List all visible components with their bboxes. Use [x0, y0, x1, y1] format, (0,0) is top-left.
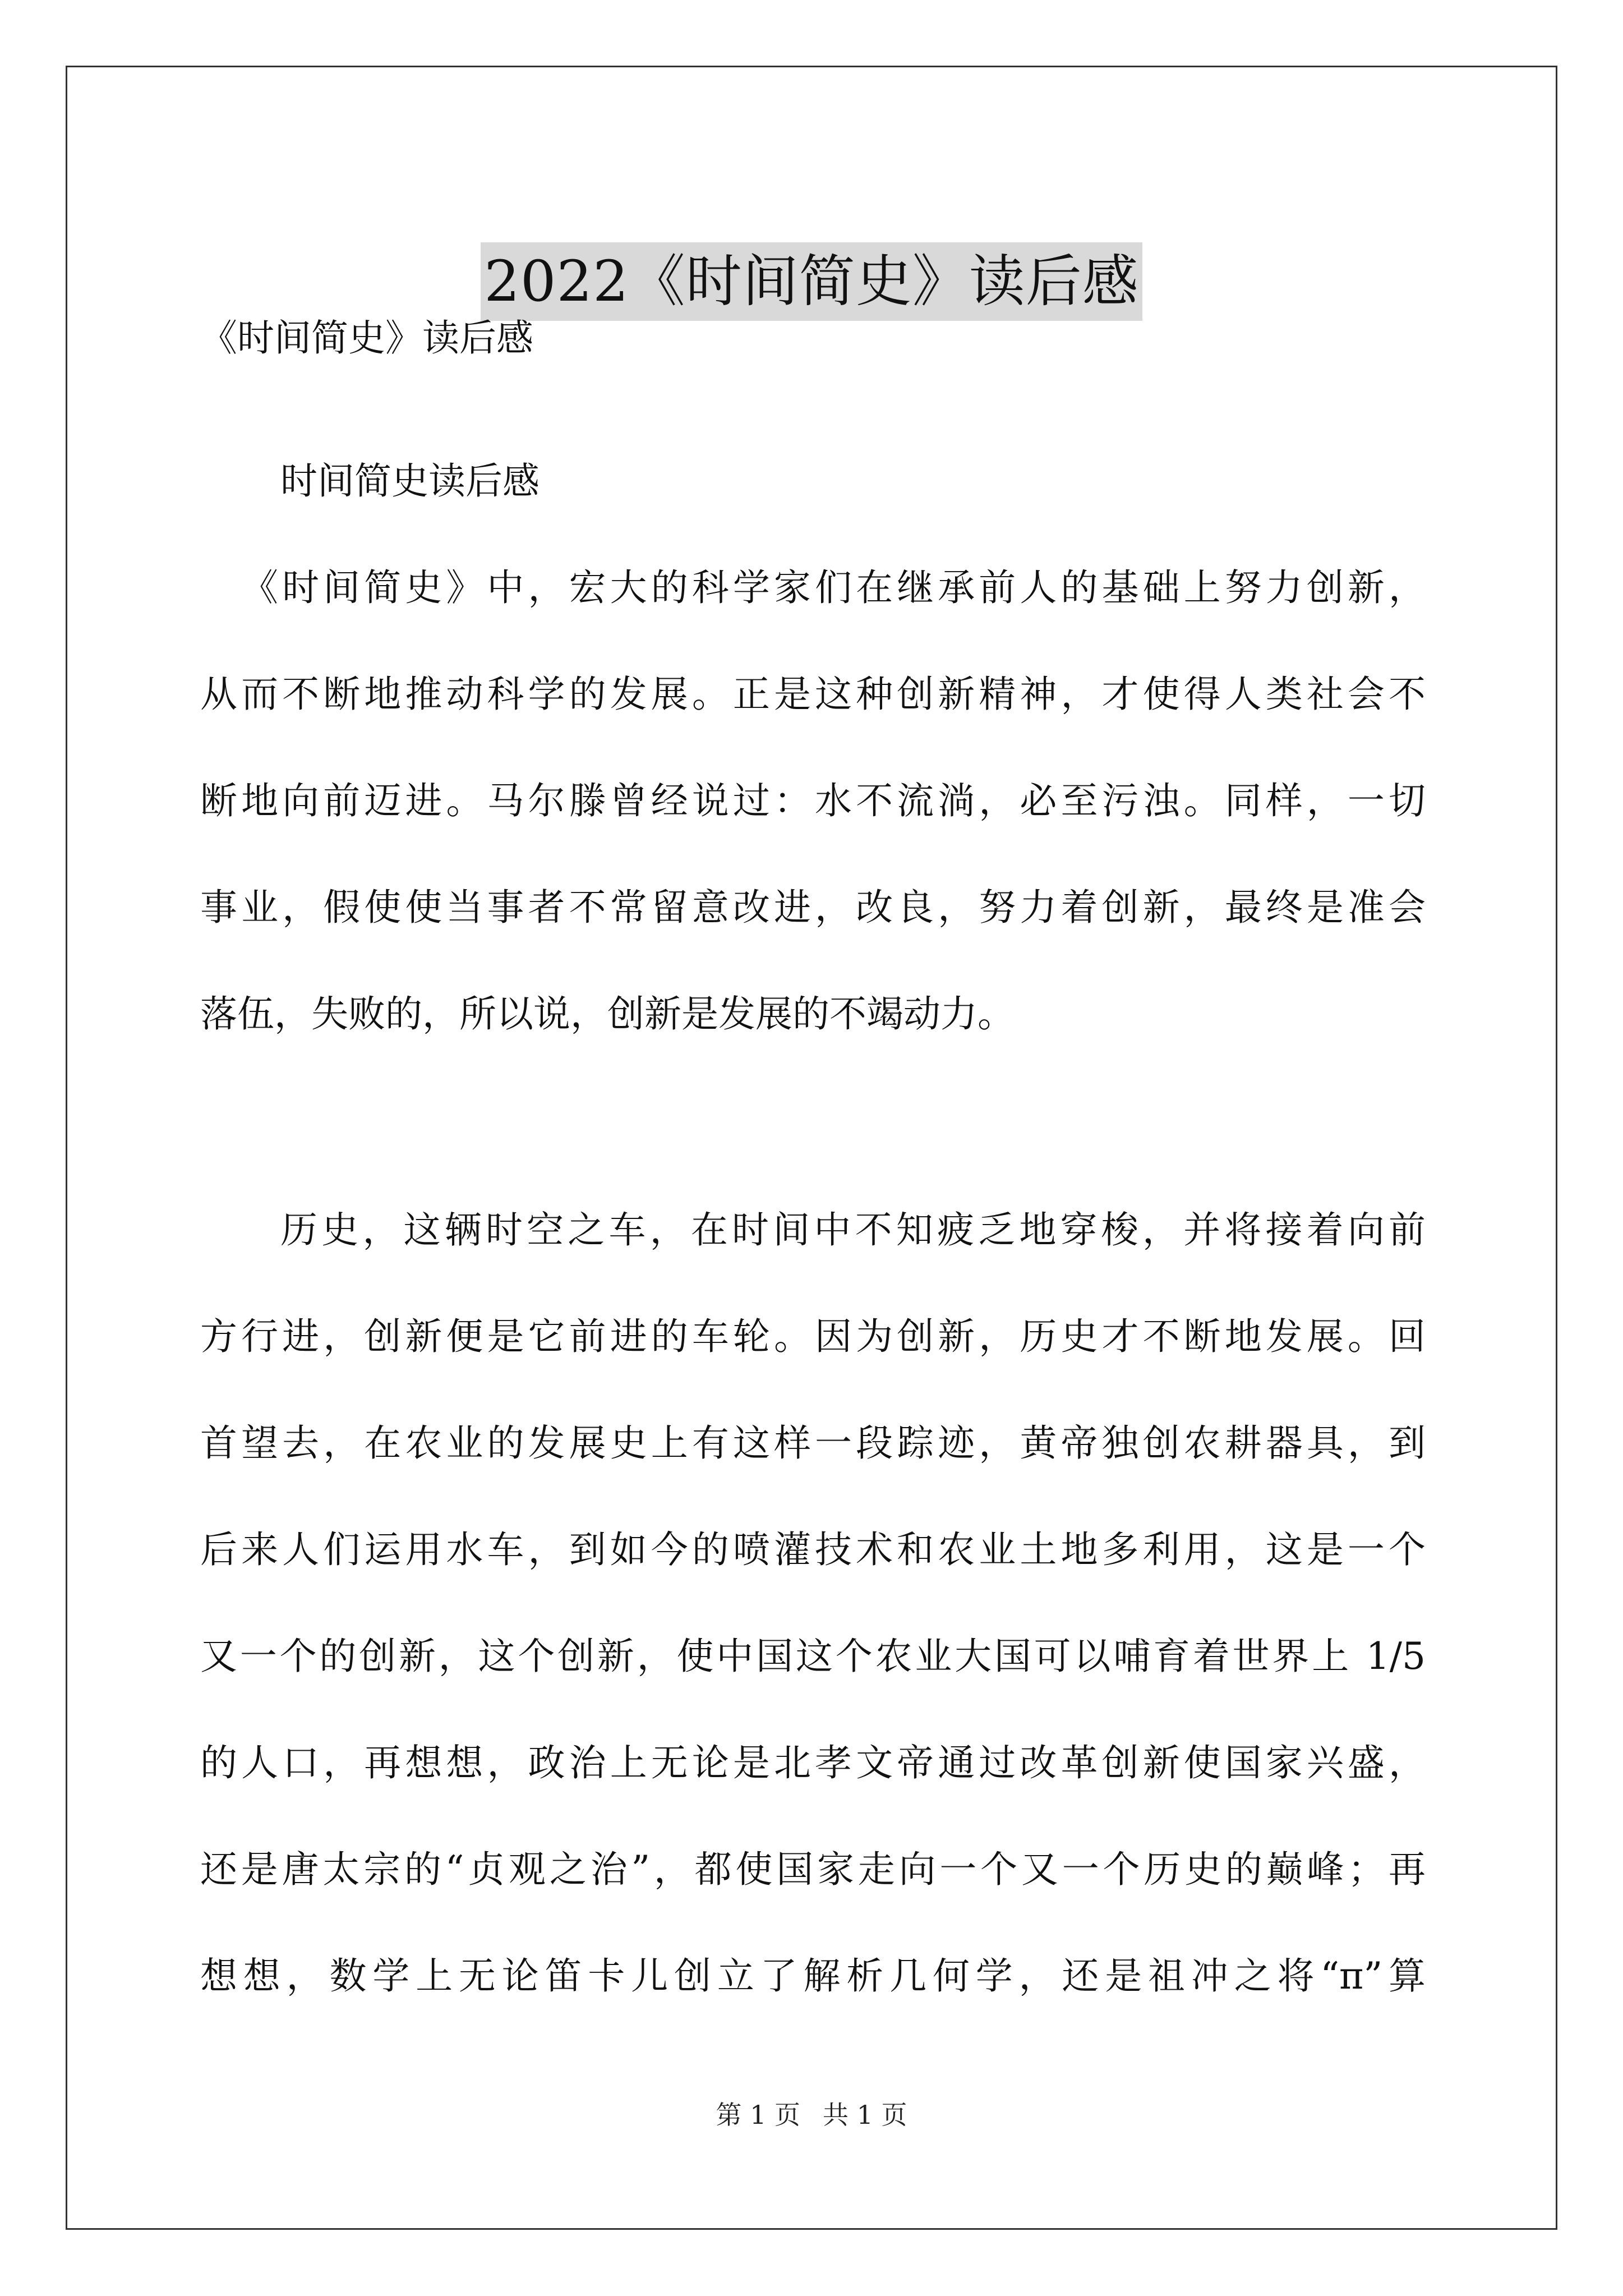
paragraph-2-line-7: 还是唐太宗的“贞观之治”，都使国家走向一个又一个历史的巅峰；再 — [200, 1848, 1426, 1891]
paragraph-2-line-3: 首望去，在农业的发展史上有这样一段踪迹，黄帝独创农耕器具，到 — [200, 1421, 1426, 1465]
document-subtitle: 《时间简史》读后感 — [200, 316, 533, 360]
document-subheading: 时间简史读后感 — [280, 459, 540, 503]
paragraph-1-line-1: 《时间简史》中，宏大的科学家们在继承前人的基础上努力创新， — [241, 566, 1426, 609]
paragraph-1-line-2: 从而不断地推动科学的发展。正是这种创新精神，才使得人类社会不 — [200, 673, 1426, 716]
paragraph-2-line-2: 方行进，创新便是它前进的车轮。因为创新，历史才不断地发展。回 — [200, 1315, 1426, 1358]
document-title: 2022《时间简史》读后感 — [481, 242, 1142, 321]
page-number-total: 共 1 页 — [823, 2100, 907, 2130]
paragraph-2-line-4: 后来人们运用水车，到如今的喷灌技术和农业土地多利用，这是一个 — [200, 1528, 1426, 1571]
paragraph-1-line-4: 事业，假使使当事者不常留意改进，改良，努力着创新，最终是准会 — [200, 886, 1426, 929]
paragraph-1-line-3: 断地向前迈进。马尔滕曾经说过：水不流淌，必至污浊。同样，一切 — [200, 779, 1426, 822]
paragraph-2-line-5: 又一个的创新，这个创新，使中国这个农业大国可以哺育着世界上 1/5 — [200, 1635, 1426, 1678]
page-border — [66, 66, 1557, 2230]
page-number-current: 第 1 页 — [716, 2100, 800, 2130]
paragraph-2-line-8: 想想，数学上无论笛卡儿创立了解析几何学，还是祖冲之将“π”算 — [200, 1954, 1426, 1998]
paragraph-1-line-5: 落伍，失败的，所以说，创新是发展的不竭动力。 — [200, 992, 1015, 1036]
paragraph-2-line-1: 历史，这辆时空之车，在时间中不知疲乏地穿梭，并将接着向前 — [280, 1208, 1426, 1251]
paragraph-2-line-6: 的人口，再想想，政治上无论是北孝文帝通过改革创新使国家兴盛， — [200, 1741, 1426, 1784]
page-footer — [0, 2098, 1623, 2132]
